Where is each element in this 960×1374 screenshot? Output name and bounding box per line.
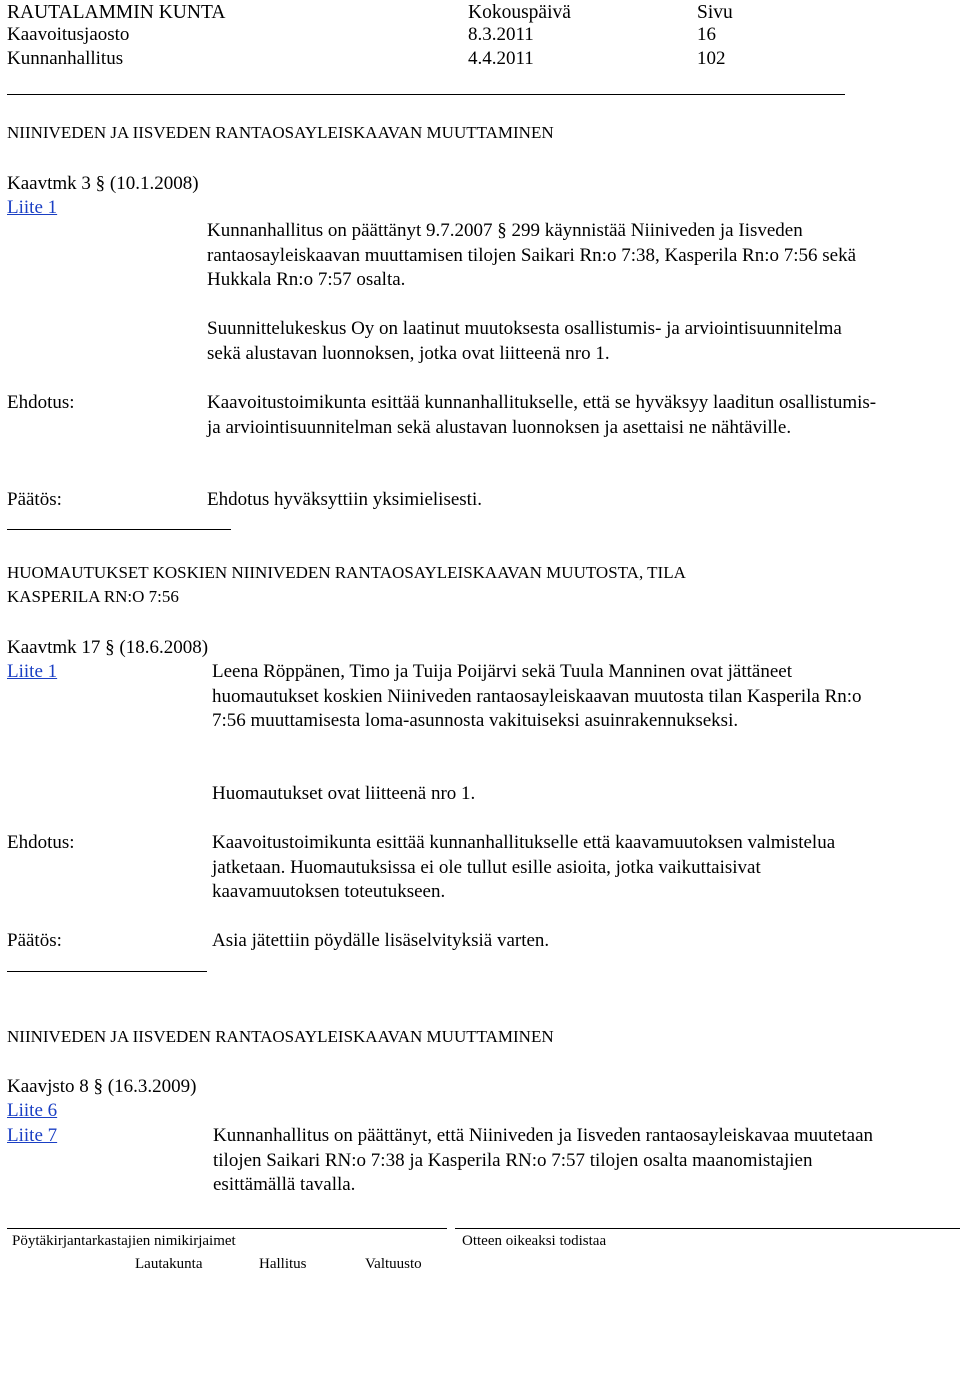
proposal-text: Kaavoitustoimikunta esittää kunnanhallitukselle, että se hyväksyy laaditun osallistumis- ja arviointisuunnitelman sekä alustavan luonnoksen ja asettaisi ne nähtäville. [207,392,877,438]
meeting-reference: Kaavtmk 17 § (18.6.2008) [7,637,209,658]
meeting-reference: Kaavtmk 3 § (10.1.2008) [7,173,199,194]
section-title: NIINIVEDEN JA IISVEDEN RANTAOSAYLEISKAAVAN MUUTTAMINEN [7,123,554,142]
decision-text: Ehdotus hyväksyttiin yksimielisesti. [207,489,482,510]
header-page-1: 16 [697,24,716,45]
certified-label: Otteen oikeaksi todistaa [462,1233,607,1249]
decision-label: Päätös: [7,489,62,510]
header-page-2: 102 [697,48,726,69]
header-date-2: 4.4.2011 [468,48,534,69]
section-title-line-2: KASPERILA RN:O 7:56 [7,587,179,606]
attachment-link[interactable]: Liite 1 [7,197,58,218]
section-title-line-1: HUOMAUTUKSET KOSKIEN NIINIVEDEN RANTAOSAYLEISKAAVAN MUUTOSTA, TILA [7,563,686,582]
signatures-label: Pöytäkirjantarkastajien nimikirjaimet [12,1233,236,1249]
proposal-label: Ehdotus: [7,832,75,853]
footer-col-committee: Lautakunta [135,1256,203,1272]
header-divider [7,94,845,95]
meeting-reference: Kaavjsto 8 § (16.3.2009) [7,1076,197,1097]
header-body-1: Kaavoitusjaosto [7,24,130,45]
organization-name: RAUTALAMMIN KUNTA [7,2,226,23]
header-page-label: Sivu [697,2,733,23]
section-divider [7,529,231,530]
header-date-label: Kokouspäivä [468,2,571,23]
attachment-link[interactable]: Liite 7 [7,1125,58,1146]
paragraph: Leena Röppänen, Timo ja Tuija Poijärvi sekä Tuula Manninen ovat jättäneet huomautukset koskien Niiniveden rantaosayleiskaavan muutosta tilan Kasperila Rn:o 7:56 muuttamisesta loma-asunnosta vakituiseksi asuinrakennukseksi. [212,661,862,731]
paragraph: Kunnanhallitus on päättänyt, että Niiniveden ja Iisveden rantaosayleiskavaa muutetaan tilojen Saikari RN:o 7:38 ja Kasperila RN:o 7:57 tilojen osalta maanomistajien esittämällä tavalla. [213,1125,874,1195]
attachment-link[interactable]: Liite 1 [7,661,58,682]
footer-col-council: Valtuusto [365,1256,422,1272]
decision-label: Päätös: [7,930,62,951]
header-date-1: 8.3.2011 [468,24,534,45]
footer-col-board: Hallitus [259,1256,307,1272]
paragraph: Suunnittelukeskus Oy on laatinut muutoksesta osallistumis- ja arviointisuunnitelma sekä alustavan luonnoksen, jotka ovat liitteenä nro 1. [207,318,842,364]
paragraph: Kunnanhallitus on päättänyt 9.7.2007 § 299 käynnistää Niiniveden ja Iisveden rantaosayleiskaavan muuttamisen tilojen Saikari Rn:o 7:38, Kasperila Rn:o 7:56 sekä Hukkala Rn:o 7:57 osalta. [207,220,857,290]
attachment-link[interactable]: Liite 6 [7,1100,58,1121]
section-divider [7,971,207,972]
proposal-label: Ehdotus: [7,392,75,413]
section-title: NIINIVEDEN JA IISVEDEN RANTAOSAYLEISKAAVAN MUUTTAMINEN [7,1027,554,1046]
proposal-text: Kaavoitustoimikunta esittää kunnanhallitukselle että kaavamuutoksen valmistelua jatketaan. Huomautuksissa ei ole tullut esille asioita, jotka vaikuttaisivat kaavamuutoksen toteutukseen. [212,832,836,902]
decision-text: Asia jätettiin pöydälle lisäselvityksiä varten. [212,930,550,951]
header-body-2: Kunnanhallitus [7,48,124,69]
paragraph: Huomautukset ovat liitteenä nro 1. [212,783,476,804]
